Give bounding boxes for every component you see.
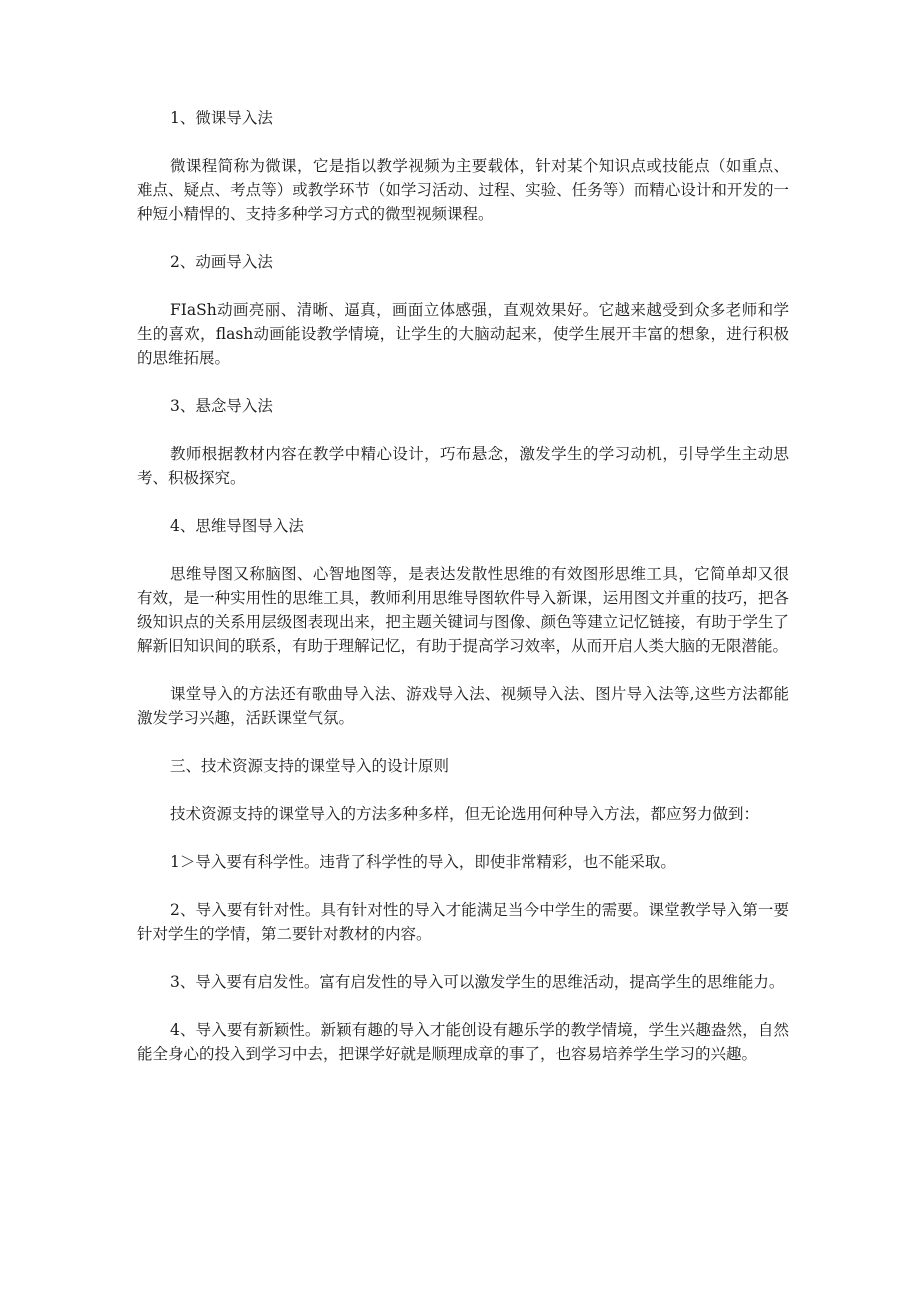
paragraph-mind-map: 思维导图又称脑图、心智地图等，是表达发散性思维的有效图形思维工具，它简单却又很有效，是一种实用性的思维工具，教师利用思维导图软件导入新课，运用图文并重的技巧，把各级知识点的关系用层级图表现出来，把主题关键词与图像、颜色等建立记忆链接，有助于学生了解新旧知识间的联系，有助于理解记忆，有助于提高学习效率，从而开启人类大脑的无限潜能。: [137, 565, 789, 655]
section-heading-suspense: 3、悬念导入法: [170, 397, 273, 415]
paragraph-principle-scientific: 1＞导入要有科学性。违背了科学性的导入，即使非常精彩，也不能采取。: [170, 853, 676, 871]
section-heading-micro-lesson: 1、微课导入法: [170, 109, 273, 127]
section-heading-design-principles: 三、技术资源支持的课堂导入的设计原则: [170, 757, 450, 775]
paragraph-micro-lesson: 微课程简称为微课，它是指以教学视频为主要载体，针对某个知识点或技能点（如重点、难点、疑点、考点等）或教学环节（如学习活动、过程、实验、任务等）而精心设计和开发的一种短小精悍的、支持多种学习方式的微型视频课程。: [137, 157, 789, 223]
paragraph-animation: FIaSh动画亮丽、清晰、逼真，画面立体感强，直观效果好。它越来越受到众多老师和学生的喜欢，flash动画能设教学情境，让学生的大脑动起来，使学生展开丰富的想象，进行积极的思维拓展。: [137, 301, 789, 367]
paragraph-other-methods: 课堂导入的方法还有歌曲导入法、游戏导入法、视频导入法、图片导入法等,这些方法都能激发学习兴趣，活跃课堂气氛。: [137, 685, 789, 727]
paragraph-principle-inspiring: 3、导入要有启发性。富有启发性的导入可以激发学生的思维活动，提高学生的思维能力。: [170, 973, 785, 991]
paragraph-principle-targeted: 2、导入要有针对性。具有针对性的导入才能满足当今中学生的需要。课堂教学导入第一要针对学生的学情，第二要针对教材的内容。: [137, 901, 789, 943]
section-heading-animation: 2、动画导入法: [170, 253, 273, 271]
paragraph-suspense: 教师根据教材内容在教学中精心设计，巧布悬念，激发学生的学习动机，引导学生主动思考、积极探究。: [137, 445, 789, 487]
paragraph-principles-intro: 技术资源支持的课堂导入的方法多种多样，但无论选用何种导入方法，都应努力做到：: [170, 805, 760, 823]
document-body: [137, 106, 789, 1090]
section-heading-mind-map: 4、思维导图导入法: [170, 517, 304, 535]
paragraph-principle-novel: 4、导入要有新颖性。新颖有趣的导入才能创设有趣乐学的教学情境，学生兴趣盎然，自然能全身心的投入到学习中去，把课学好就是顺理成章的事了，也容易培养学生学习的兴趣。: [137, 1021, 789, 1063]
